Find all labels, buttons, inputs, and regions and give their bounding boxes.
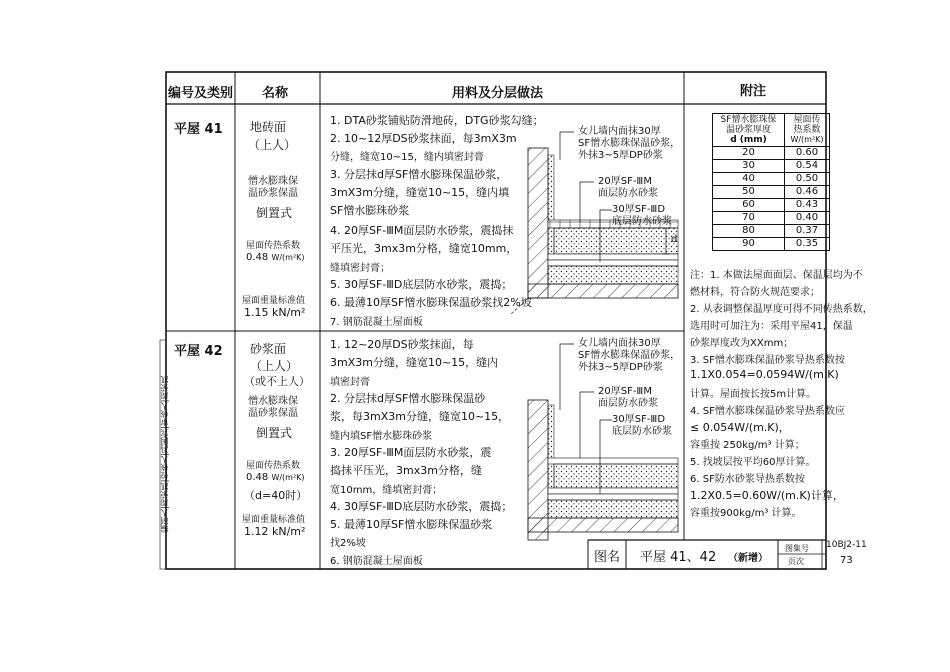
roof42-code: 平屋 42 [174, 344, 223, 359]
roof41-weight-label: 屋面重量标准值 [242, 296, 306, 306]
title-block-label: 图名 [594, 550, 621, 565]
roof42-coef-label: 屋面传热系数 [246, 461, 301, 471]
thickness-coefficient-table [712, 113, 830, 251]
roof41-name3a: 憎水膨珠保 [248, 176, 298, 187]
roof42-coef-value: 0.48 W/(m²K) [246, 472, 305, 483]
roof42-callout-parapet: 女儿墙内面抹30厚 SF憎水膨珠保温砂浆， 外抹3~5厚DP砂浆 [578, 338, 681, 373]
note-line: 2. 从表调整保温厚度可得不同传热系数， [690, 304, 873, 315]
roof41-step: 3mX3m分缝，缝宽10~15，缝内填 [330, 186, 510, 199]
roof42-coef-cond: （d=40时） [244, 489, 308, 502]
roof41-dim-d: d [671, 234, 678, 245]
atlas-number-label: 图集号 [785, 544, 809, 553]
roof41-step: 平压光，3mx3m分格，缝宽10mm， [330, 242, 518, 255]
note-line: 1.1X0.054=0.0594W/(m.K) [690, 368, 839, 381]
roof41-step: 2. 10~12厚DS砂浆抹面，每3mX3m [330, 132, 517, 145]
note-line: 容重按 250kg/m³ 计算； [690, 440, 805, 451]
note-line: 1.2X0.5=0.60W/(m.K)计算， [690, 489, 844, 502]
drawing-tag: （新增） [728, 553, 768, 564]
note-line: 4. SF憎水膨珠保温砂浆导热系数应 [690, 406, 845, 417]
page-number-value: 73 [840, 555, 853, 566]
roof42-step: 3. 20厚SF-ⅢM面层防水砂浆，震 [330, 446, 492, 459]
roof42-callout-topcoat: 20厚SF-ⅢM 面层防水砂浆 [598, 386, 658, 409]
table-row: 40 0.50 [713, 173, 830, 186]
roof42-step: 5. 最薄10厚SF憎水膨珠保温砂浆 [330, 518, 493, 531]
table-row: 80 0.37 [713, 225, 830, 238]
roof42-step: 填密封膏 [330, 377, 370, 388]
roof42-step: 3mX3m分缝，缝宽10~15，缝内 [330, 356, 499, 369]
roof42-weight-label: 屋面重量标准值 [242, 515, 306, 525]
note-line: 选用时可加注为：采用平屋41，保温 [690, 321, 853, 332]
roof41-step: 3. 分层抹d厚SF憎水膨珠保温砂浆， [330, 168, 508, 181]
roof41-weight-value: 1.15 kN/m² [244, 306, 306, 319]
roof41-callout-topcoat: 20厚SF-ⅢM 面层防水砂浆 [598, 176, 658, 199]
header-notes: 附注 [740, 84, 767, 99]
roof42-step: 捣抹平压光，3mx3m分格，缝 [330, 464, 482, 477]
roof41-coef-value: 0.48 W/(m²K) [246, 252, 305, 263]
roof42-step: 6. 钢筋混凝土屋面板 [330, 556, 423, 567]
page-number-label: 页次 [788, 557, 804, 566]
header-method: 用料及分层做法 [452, 86, 544, 101]
signature-strip: 编制人|周荣凯|校核人|冯国宾|审核人|周荣凯 [160, 375, 169, 534]
roof42-step: 2. 分层抹d厚SF憎水膨珠保温砂 [330, 392, 486, 405]
roof42-name5: 倒置式 [256, 426, 293, 440]
roof42-callout-basecoat: 30厚SF-ⅢD 底层防水砂浆 [612, 414, 672, 437]
header-name: 名称 [262, 86, 289, 101]
table-row: 60 0.43 [713, 199, 830, 212]
roof41-step: SF憎水膨珠砂浆 [330, 204, 410, 217]
roof42-name1: 砂浆面 [250, 342, 287, 356]
roof41-name4: 倒置式 [256, 206, 293, 220]
note-line: 燃材料，符合防火规范要求； [690, 287, 820, 298]
roof41-step: 缝填密封膏； [330, 263, 390, 274]
roof42-step: 浆，每3mX3m分缝，缝宽10~15， [330, 410, 510, 423]
roof41-code: 平屋 41 [174, 122, 223, 137]
table-row: 90 0.35 [713, 238, 830, 251]
note-line: ≤ 0.054W/(m.K)， [690, 421, 790, 434]
header-number: 编号及类别 [168, 86, 234, 101]
table-row: 70 0.40 [713, 212, 830, 225]
note-line: 计算。屋面按长按5m计算。 [690, 389, 817, 400]
roof42-step: 缝内填SF憎水膨珠砂浆 [330, 431, 433, 442]
note-line: 5. 找坡层按平均60厚计算。 [690, 457, 816, 468]
drawing-title: 平屋 41、42 [640, 550, 717, 565]
note-line: 砂浆厚度改为XXmm； [690, 338, 794, 349]
roof41-step: 1. DTA砂浆铺贴防滑地砖，DTG砂浆勾缝； [330, 114, 544, 127]
roof41-coef-label: 屋面传热系数 [246, 241, 301, 251]
roof41-name3b: 温砂浆保温 [248, 188, 298, 199]
roof41-name2: （上人） [248, 138, 297, 152]
roof41-callout-parapet: 女儿墙内面抹30厚 SF憎水膨珠保温砂浆， 外抹3~5厚DP砂浆 [578, 126, 681, 161]
note-line: 容重按900kg/m³ 计算。 [690, 508, 802, 519]
note-line: 6. SF防水砂浆导热系数按 [690, 474, 805, 485]
table-row: 20 0.60 [713, 147, 830, 160]
roof42-weight-value: 1.12 kN/m² [244, 525, 306, 538]
table-row: 30 0.54 [713, 160, 830, 173]
table-header-thickness: SF憎水膨珠保 温砂浆厚度 d (mm) [713, 114, 785, 147]
roof42-step: 找2%坡 [330, 538, 366, 549]
roof41-step: 分缝，缝宽10~15，缝内填密封膏 [330, 152, 484, 163]
roof41-step: 7. 钢筋混凝土屋面板 [330, 317, 423, 328]
roof42-name3: （或不上人） [244, 375, 310, 388]
roof42-name2: （上人） [250, 359, 299, 373]
roof42-step: 宽10mm，缝填密封膏； [330, 485, 443, 496]
atlas-number-value: 10BJ2-11 [826, 540, 867, 550]
roof41-step: 4. 20厚SF-ⅢM面层防水砂浆，震捣抹 [330, 224, 514, 237]
roof41-step: 5. 30厚SF-ⅢD底层防水砂浆，震捣； [330, 278, 513, 291]
note-line: 3. SF憎水膨珠保温砂浆导热系数按 [690, 355, 845, 366]
table-header-coefficient: 屋面传 热系数 W/(m²K) [784, 114, 829, 147]
note-line: 注：1. 本做法屋面面层、保温层均为不 [690, 270, 863, 281]
roof42-name4a: 憎水膨珠保 [248, 396, 298, 407]
roof41-step: 6. 最薄10厚SF憎水膨珠保温砂浆找2%坡 [330, 296, 532, 309]
roof42-name4b: 温砂浆保温 [248, 408, 298, 419]
table-row: 50 0.46 [713, 186, 830, 199]
roof41-name1: 地砖面 [250, 120, 287, 134]
roof41-callout-basecoat: 30厚SF-ⅢD 底层防水砂浆 [612, 204, 672, 227]
roof42-step: 4. 30厚SF-ⅢD底层防水砂浆，震捣； [330, 500, 513, 513]
roof42-step: 1. 12~20厚DS砂浆抹面，每 [330, 338, 474, 351]
